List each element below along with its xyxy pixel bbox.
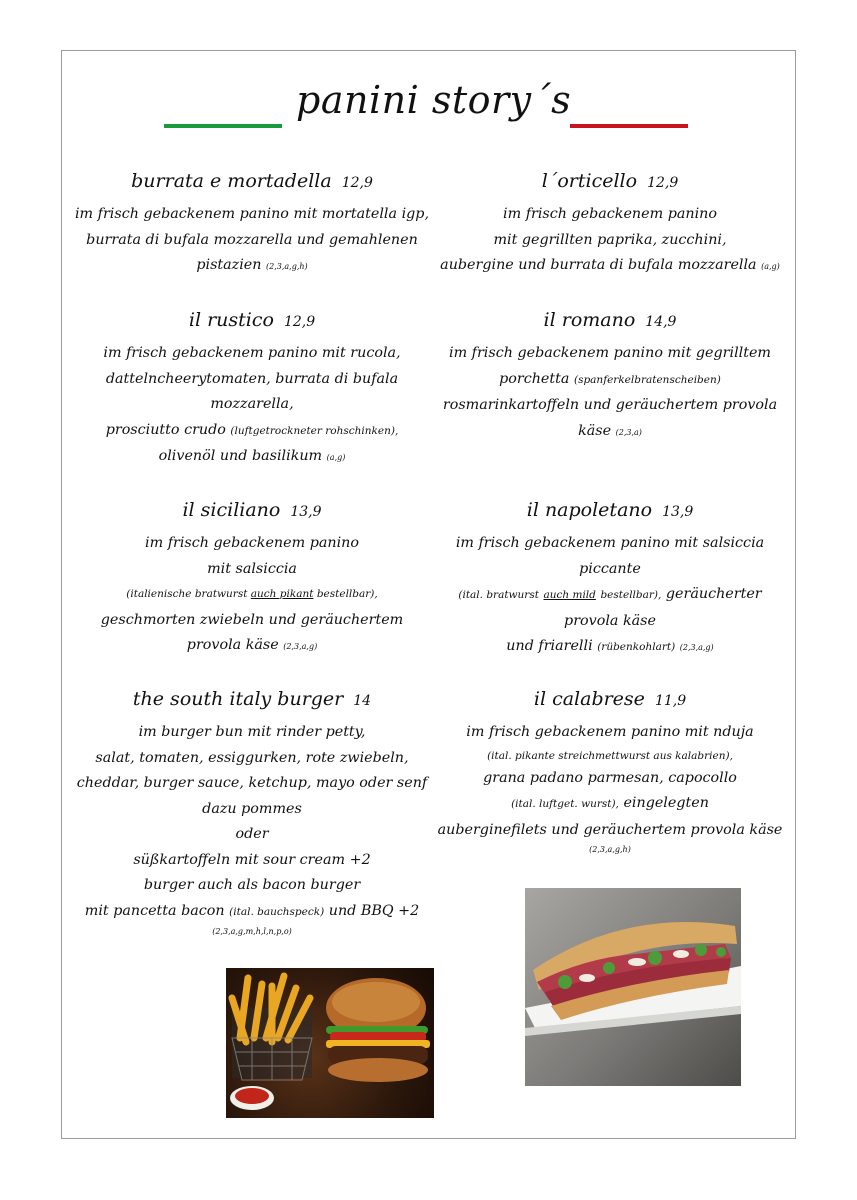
menu-header <box>0 72 857 142</box>
description-text: prosciutto crudo <box>105 421 226 438</box>
item-name: the south italy burger <box>132 688 344 710</box>
menu-item-l-orticello <box>420 170 800 280</box>
item-description <box>420 202 800 280</box>
description-note: (ital. pikante streichmettwurst aus kalabrien), <box>487 749 733 762</box>
description-line: provola käse <box>564 612 656 629</box>
allergen-codes: (2,3,a) <box>615 427 642 437</box>
red-divider-bar <box>570 124 688 128</box>
item-price: 14,9 <box>645 314 677 330</box>
allergen-codes: (a,g) <box>761 262 780 271</box>
description-line <box>62 253 442 280</box>
menu-item-il-siciliano <box>62 499 442 660</box>
item-price: 13,9 <box>290 504 322 520</box>
menu-item-the-south-italy-burger <box>62 688 442 939</box>
burger <box>326 978 430 1082</box>
description-line: im frisch gebackenem panino mit rucola, <box>103 345 401 361</box>
menu-title: panini story´s <box>296 78 572 122</box>
allergen-codes: (2,3,a,g,h) <box>266 262 308 271</box>
menu-item-il-calabrese <box>420 688 800 857</box>
allergen-codes: (2,3,a,g) <box>679 643 714 652</box>
item-name: l´orticello <box>541 170 638 192</box>
description-note: (ital. bratwurst <box>458 589 539 601</box>
description-text: pistazien <box>196 257 262 273</box>
item-name: il napoletano <box>526 499 653 521</box>
allergen-codes: (2,3,a,g,h) <box>589 845 631 854</box>
description-note-line <box>420 582 800 609</box>
item-description <box>62 720 442 939</box>
item-description <box>62 341 442 471</box>
description-line: rosmarinkartoffeln und geräuchertem provola <box>442 397 778 413</box>
description-line: im frisch gebackenem panino mit gegrilltem <box>449 345 771 361</box>
description-line: grana padano parmesan, capocollo <box>483 769 737 786</box>
description-text: porchetta <box>499 370 570 387</box>
description-note: (ital. bauchspeck) <box>229 905 325 918</box>
description-note: bestellbar), <box>600 589 662 601</box>
description-line: burger auch als bacon burger <box>143 877 361 893</box>
description-note: bestellbar), <box>316 588 378 600</box>
panino-photo <box>525 888 741 1086</box>
dip-bowl <box>230 1086 274 1110</box>
description-line: burrata di bufala mozzarella und gemahlenen <box>86 231 418 248</box>
description-line: im frisch gebackenem panino <box>145 535 359 551</box>
description-line: mit gegrillten paprika, zucchini, <box>493 231 727 248</box>
allergen-codes: (2,3,a,g,m,h,l,n,p,o) <box>212 927 292 936</box>
item-price: 14 <box>353 693 372 709</box>
description-line <box>62 633 442 660</box>
description-line: im frisch gebackenem panino mit nduja <box>466 724 754 740</box>
green-divider-bar <box>164 124 282 128</box>
description-text: provola käse <box>186 637 279 653</box>
description-line <box>420 791 800 818</box>
item-description <box>420 341 800 445</box>
item-name: il siciliano <box>182 499 281 521</box>
item-price: 13,9 <box>662 504 694 520</box>
description-text: olivenöl und basilikum <box>158 448 323 464</box>
description-note: (rübenkohlart) <box>597 641 676 653</box>
description-line <box>62 899 442 926</box>
description-line <box>420 253 800 280</box>
description-line: im burger bun mit rinder petty, <box>138 724 366 740</box>
description-note: (luftgetrockneter rohschinken), <box>230 424 399 437</box>
description-text: mit pancetta bacon <box>84 902 225 919</box>
description-note: (ital. luftget. wurst), <box>511 798 619 810</box>
fries-basket <box>232 976 312 1080</box>
description-line: oder <box>235 826 269 842</box>
description-note-underlined: auch pikant <box>250 588 314 600</box>
description-line <box>420 367 800 394</box>
description-line: mozzarella, <box>210 396 294 412</box>
description-line: im frisch gebackenem panino mit salsiccia <box>455 535 765 551</box>
description-line <box>62 418 442 445</box>
description-line: cheddar, burger sauce, ketchup, mayo oder senf <box>76 775 428 791</box>
panino-illustration <box>525 888 741 1086</box>
menu-item-il-rustico <box>62 309 442 471</box>
description-text: und BBQ +2 <box>328 902 420 919</box>
item-description <box>62 202 442 280</box>
item-description <box>420 531 800 661</box>
description-text: eingelegten <box>623 795 709 811</box>
description-line: salat, tomaten, essiggurken, rote zwiebeln, <box>95 749 409 766</box>
description-line: süßkartoffeln mit sour cream +2 <box>133 851 371 868</box>
item-name: il romano <box>543 309 636 331</box>
description-line: auberginefilets und geräuchertem provola käse <box>437 821 783 838</box>
description-note: (italienische bratwurst <box>126 588 248 600</box>
description-line <box>420 419 800 446</box>
burger-and-fries-photo <box>226 968 434 1118</box>
description-line: geschmorten zwiebeln und geräuchertem <box>100 611 404 628</box>
item-description <box>62 531 442 660</box>
menu-item-il-romano <box>420 309 800 445</box>
allergen-codes: (2,3,a,g) <box>283 642 318 651</box>
item-price: 12,9 <box>341 175 373 191</box>
menu-item-burrata-e-mortadella <box>62 170 442 280</box>
item-description <box>420 720 800 857</box>
description-line <box>62 444 442 471</box>
item-name: il calabrese <box>533 688 645 710</box>
description-line: dattelncheerytomaten, burrata di bufala <box>105 370 399 387</box>
item-price: 11,9 <box>654 693 687 709</box>
description-note-underlined: auch mild <box>543 589 596 601</box>
item-name: il rustico <box>188 309 274 331</box>
description-text: käse <box>578 422 612 439</box>
item-price: 12,9 <box>283 314 316 330</box>
description-line: piccante <box>579 560 641 577</box>
description-text: aubergine und burrata di bufala mozzarella <box>440 257 757 273</box>
description-note-line <box>62 582 442 608</box>
description-line: mit salsiccia <box>207 560 297 577</box>
description-note: (spanferkelbratenscheiben) <box>573 373 721 386</box>
menu-item-il-napoletano <box>420 499 800 661</box>
description-text: geräucherter <box>665 586 762 602</box>
allergen-codes: (a,g) <box>326 453 346 462</box>
description-text: und friarelli <box>506 638 593 654</box>
description-line: im frisch gebackenem panino <box>503 206 717 222</box>
description-line: im frisch gebackenem panino mit mortatella igp, <box>74 206 429 222</box>
item-name: burrata e mortadella <box>131 170 332 192</box>
burger-illustration <box>226 968 434 1118</box>
description-line <box>420 634 800 661</box>
item-price: 12,9 <box>647 175 679 191</box>
description-line: dazu pommes <box>202 800 302 817</box>
